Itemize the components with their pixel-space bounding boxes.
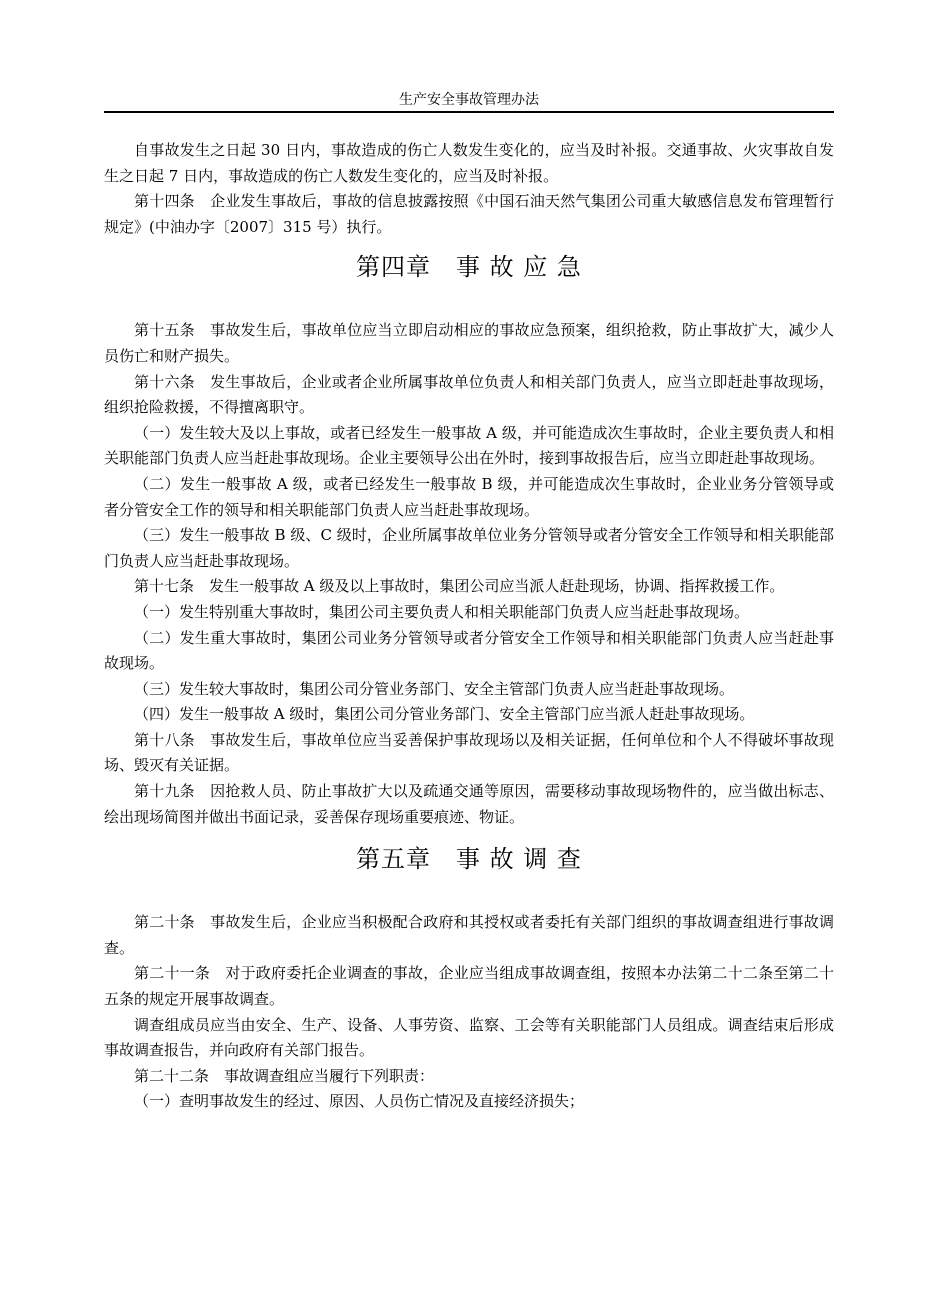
paragraph: 第二十二条 事故调查组应当履行下列职责： — [134, 1066, 435, 1085]
header-divider — [104, 111, 834, 113]
paragraph: （四）发生一般事故 A 级时，集团公司分管业务部门、安全主管部门应当派人赶赴事故现场。 — [134, 705, 755, 724]
paragraph: 第十四条 企业发生事故后，事故的信息披露按照《中国石油天然气集团公司重大敏感信息发布管理暂行规定》(中油办字〔2007〕315 号）执行。 — [104, 192, 834, 236]
paragraph: 第十六条 发生事故后，企业或者企业所属事故单位负责人和相关部门负责人，应当立即赶赴事故现场，组织抢险救援，不得擅离职守。 — [104, 372, 834, 417]
paragraph: （一）发生特别重大事故时，集团公司主要负责人和相关职能部门负责人应当赶赴事故现场。 — [134, 602, 750, 621]
paragraph: （三）发生一般事故 B 级、C 级时，企业所属事故单位业务分管领导或者分管安全工作领导和相关职能部门负责人应当赶赴事故现场。 — [104, 526, 834, 570]
paragraph: （一）查明事故发生的经过、原因、人员伤亡情况及直接经济损失； — [134, 1092, 585, 1111]
chapter-heading: 第五章 事 故 调 查 — [356, 845, 582, 874]
paragraph: 第十九条 因抢救人员、防止事故扩大以及疏通交通等原因，需要移动事故现场物件的，应当做出标志、绘出现场简图并做出书面记录，妥善保存现场重要痕迹、物证。 — [104, 782, 834, 826]
document-body — [104, 138, 834, 1115]
paragraph: 自事故发生之日起 30 日内，事故造成的伤亡人数发生变化的，应当及时补报。交通事故、火灾事故自发生之日起 7 日内，事故造成的伤亡人数发生变化的，应当及时补报。 — [104, 141, 834, 185]
paragraph: 第十五条 事故发生后，事故单位应当立即启动相应的事故应急预案，组织抢救，防止事故扩大，减少人员伤亡和财产损失。 — [104, 321, 834, 365]
chapter-heading: 第四章 事 故 应 急 — [356, 253, 582, 282]
page-header-title: 生产安全事故管理办法 — [399, 92, 539, 108]
paragraph: （二）发生一般事故 A 级，或者已经发生一般事故 B 级，并可能造成次生事故时，企业业务分管领导或者分管安全工作的领导和相关职能部门负责人应当赶赴事故现场。 — [104, 474, 834, 519]
paragraph: 第十七条 发生一般事故 A 级及以上事故时，集团公司应当派人赶赴现场，协调、指挥救援工作。 — [134, 577, 785, 596]
paragraph: （二）发生重大事故时，集团公司业务分管领导或者分管安全工作领导和相关职能部门负责人应当赶赴事故现场。 — [104, 628, 834, 673]
paragraph: 第二十一条 对于政府委托企业调查的事故，企业应当组成事故调查组，按照本办法第二十二条至第二十五条的规定开展事故调查。 — [104, 964, 834, 1009]
paragraph: 第十八条 事故发生后，事故单位应当妥善保护事故现场以及相关证据，任何单位和个人不得破坏事故现场、毁灭有关证据。 — [104, 730, 834, 775]
paragraph: （三）发生较大事故时，集团公司分管业务部门、安全主管部门负责人应当赶赴事故现场。 — [134, 679, 735, 698]
paragraph: 第二十条 事故发生后，企业应当积极配合政府和其授权或者委托有关部门组织的事故调查组进行事故调查。 — [104, 913, 834, 957]
paragraph: （一）发生较大及以上事故，或者已经发生一般事故 A 级，并可能造成次生事故时，企业主要负责人和相关职能部门负责人应当赶赴事故现场。企业主要领导公出在外时，接到事故报告后，应当立即赶赴事故现场。 — [104, 423, 834, 468]
paragraph: 调查组成员应当由安全、生产、设备、人事劳资、监察、工会等有关职能部门人员组成。调查结束后形成事故调查报告，并向政府有关部门报告。 — [104, 1015, 834, 1060]
